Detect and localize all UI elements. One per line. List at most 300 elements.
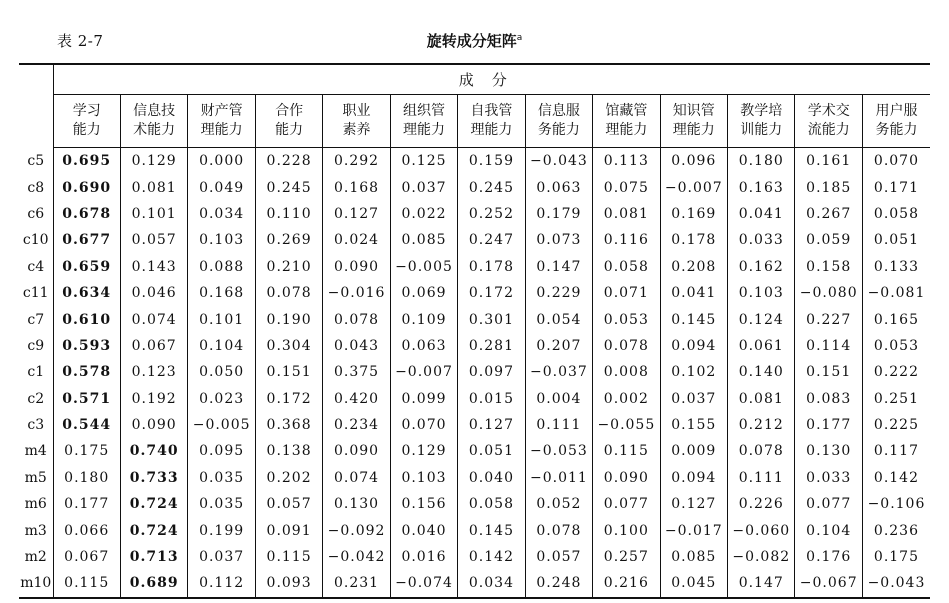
- loading-value: 0.216: [593, 570, 660, 597]
- loading-value: 0.096: [660, 148, 727, 175]
- loading-value: −0.082: [728, 544, 795, 570]
- loading-value-highlight: 0.678: [62, 205, 112, 222]
- loading-value-highlight: 0.571: [62, 390, 112, 407]
- loading-value: 0.179: [525, 201, 592, 227]
- loading-value: 0.208: [660, 254, 727, 280]
- loading-value: 0.058: [862, 201, 930, 227]
- table-row: [19, 148, 930, 175]
- loading-value: 0.207: [525, 333, 592, 359]
- loading-value: 0.053: [862, 333, 930, 359]
- column-header: [660, 95, 727, 148]
- loading-value-highlight: 0.659: [62, 258, 112, 275]
- loading-value: 0.172: [458, 280, 525, 306]
- row-label: c2: [19, 386, 53, 412]
- loading-value: 0.103: [728, 280, 795, 306]
- loading-value: 0.177: [795, 412, 862, 438]
- loading-value: 0.252: [458, 201, 525, 227]
- table-row: [19, 517, 930, 543]
- loading-value: 0.101: [120, 201, 187, 227]
- loading-value: 0.375: [323, 359, 390, 385]
- column-header: [458, 95, 525, 148]
- loading-value: 0.067: [64, 549, 110, 566]
- loading-value: 0.127: [458, 412, 525, 438]
- loading-value: 0.180: [64, 469, 110, 486]
- loading-value: 0.304: [255, 333, 322, 359]
- table-title-footnote-mark: a: [516, 33, 523, 43]
- loading-value: 0.023: [188, 386, 255, 412]
- loading-value: 0.248: [525, 570, 592, 597]
- loading-value: 0.035: [188, 465, 255, 491]
- column-header-line: 训能力: [740, 122, 783, 138]
- loading-value: 0.097: [458, 359, 525, 385]
- loading-value: 0.257: [593, 544, 660, 570]
- loading-value: 0.102: [660, 359, 727, 385]
- loading-value: 0.078: [525, 517, 592, 543]
- loading-value: 0.156: [390, 491, 457, 517]
- rotated-component-matrix: [19, 63, 930, 599]
- column-header-line: 理能力: [200, 122, 243, 138]
- loading-value: −0.067: [795, 570, 862, 597]
- loading-value: 0.110: [255, 201, 322, 227]
- loading-value: 0.168: [323, 174, 390, 200]
- loading-value-highlight: 0.634: [62, 285, 112, 302]
- loading-value: 0.057: [255, 491, 322, 517]
- row-label: m10: [19, 570, 53, 597]
- loading-value: −0.060: [728, 517, 795, 543]
- loading-value: −0.017: [660, 517, 727, 543]
- loading-value: 0.301: [458, 306, 525, 332]
- loading-value: 0.281: [458, 333, 525, 359]
- loading-value: 0.045: [660, 570, 727, 597]
- loading-value: 0.130: [795, 438, 862, 464]
- loading-value: 0.058: [593, 254, 660, 280]
- loading-value: 0.052: [525, 491, 592, 517]
- column-header-line: 信息技: [133, 103, 176, 119]
- loading-value: 0.049: [188, 174, 255, 200]
- loading-value: 0.053: [593, 306, 660, 332]
- loading-value: 0.046: [120, 280, 187, 306]
- loading-value: −0.080: [795, 280, 862, 306]
- loading-value: 0.236: [862, 517, 930, 543]
- column-header-line: 务能力: [875, 122, 918, 138]
- loading-value: 0.155: [660, 412, 727, 438]
- loading-value: 0.175: [64, 443, 110, 460]
- loading-value: 0.067: [120, 333, 187, 359]
- table-title: [0, 30, 949, 51]
- table-number: 表 2-7: [57, 32, 104, 50]
- loading-value: 0.074: [323, 465, 390, 491]
- loading-value: 0.124: [728, 306, 795, 332]
- loading-value: 0.176: [795, 544, 862, 570]
- loading-value-highlight: 0.689: [120, 570, 187, 597]
- loading-value: 0.147: [525, 254, 592, 280]
- column-header-line: 知识管: [672, 103, 715, 119]
- loading-value: 0.069: [390, 280, 457, 306]
- loading-value: 0.177: [64, 496, 110, 513]
- loading-value: 0.033: [795, 465, 862, 491]
- loading-value-highlight: 0.578: [62, 364, 112, 381]
- loading-value: 0.090: [323, 254, 390, 280]
- loading-value: −0.007: [390, 359, 457, 385]
- table-row: [19, 570, 930, 597]
- table-row: [19, 544, 930, 570]
- loading-value: 0.161: [795, 148, 862, 175]
- table-row: [19, 491, 930, 517]
- loading-value: 0.168: [188, 280, 255, 306]
- loading-value-highlight: 0.724: [120, 517, 187, 543]
- loading-value: 0.034: [458, 570, 525, 597]
- loading-value: 0.104: [795, 517, 862, 543]
- loading-value: 0.113: [593, 148, 660, 175]
- table-row: [19, 280, 930, 306]
- loading-value: 0.034: [188, 201, 255, 227]
- row-label: c3: [19, 412, 53, 438]
- loading-value: 0.151: [795, 359, 862, 385]
- loading-value: 0.002: [593, 386, 660, 412]
- loading-value: 0.085: [390, 227, 457, 253]
- loading-value: 0.091: [255, 517, 322, 543]
- loading-value: 0.078: [728, 438, 795, 464]
- loading-value: 0.111: [525, 412, 592, 438]
- loading-value: 0.147: [728, 570, 795, 597]
- loading-value: 0.175: [862, 544, 930, 570]
- loading-value: 0.090: [593, 465, 660, 491]
- loading-value: 0.040: [458, 465, 525, 491]
- loading-value-highlight: 0.593: [62, 337, 112, 354]
- loading-value: 0.225: [862, 412, 930, 438]
- table-row: [19, 465, 930, 491]
- column-header-line: 财产管: [200, 103, 243, 119]
- loading-value: −0.016: [323, 280, 390, 306]
- loading-value: 0.245: [255, 174, 322, 200]
- loading-value: 0.133: [862, 254, 930, 280]
- loading-value: −0.005: [188, 412, 255, 438]
- loading-value: 0.130: [323, 491, 390, 517]
- column-header: [390, 95, 457, 148]
- row-label: c11: [19, 280, 53, 306]
- column-header: [188, 95, 255, 148]
- loading-value: 0.140: [728, 359, 795, 385]
- loading-value: 0.292: [323, 148, 390, 175]
- loading-value: −0.042: [323, 544, 390, 570]
- loading-value: 0.109: [390, 306, 457, 332]
- loading-value: 0.180: [728, 148, 795, 175]
- loading-value: −0.053: [525, 438, 592, 464]
- column-header-line: 理能力: [470, 122, 513, 138]
- column-header-line: 职业: [342, 103, 371, 119]
- loading-value: 0.077: [593, 491, 660, 517]
- loading-value: 0.138: [255, 438, 322, 464]
- loading-value: 0.112: [188, 570, 255, 597]
- loading-value: 0.088: [188, 254, 255, 280]
- loading-value: 0.234: [323, 412, 390, 438]
- loading-value: 0.035: [188, 491, 255, 517]
- loading-value: 0.071: [593, 280, 660, 306]
- column-header-line: 学习: [72, 103, 101, 119]
- loading-value: 0.231: [323, 570, 390, 597]
- loading-value: 0.054: [525, 306, 592, 332]
- loading-value: 0.269: [255, 227, 322, 253]
- column-header-line: 组织管: [402, 103, 445, 119]
- loading-value: 0.057: [120, 227, 187, 253]
- loading-value: 0.070: [390, 412, 457, 438]
- table-row: [19, 306, 930, 332]
- loading-value: 0.037: [660, 386, 727, 412]
- loading-value: 0.066: [64, 522, 110, 539]
- row-label: c10: [19, 227, 53, 253]
- loading-value: 0.043: [323, 333, 390, 359]
- column-header-line: 教学培: [740, 103, 783, 119]
- column-header-line: 理能力: [402, 122, 445, 138]
- column-header: [525, 95, 592, 148]
- column-header: [728, 95, 795, 148]
- loading-value: −0.106: [862, 491, 930, 517]
- loading-value: 0.190: [255, 306, 322, 332]
- loading-value-highlight: 0.690: [62, 179, 112, 196]
- loading-value: 0.075: [593, 174, 660, 200]
- table-row: [19, 333, 930, 359]
- column-header-line: 流能力: [807, 122, 850, 138]
- loading-value: 0.033: [728, 227, 795, 253]
- column-header-line: 用户服: [875, 103, 918, 119]
- loading-value: 0.162: [728, 254, 795, 280]
- table-row: [19, 412, 930, 438]
- loading-value: 0.041: [660, 280, 727, 306]
- loading-value: 0.094: [660, 465, 727, 491]
- loading-value: 0.228: [255, 148, 322, 175]
- loading-value-highlight: 0.713: [120, 544, 187, 570]
- loading-value: 0.022: [390, 201, 457, 227]
- loading-value: 0.078: [323, 306, 390, 332]
- column-header-line: 学术交: [807, 103, 850, 119]
- row-label: c1: [19, 359, 53, 385]
- loading-value: 0.104: [188, 333, 255, 359]
- loading-value: 0.115: [53, 570, 120, 597]
- loading-value: 0.070: [862, 148, 930, 175]
- column-header-line: 信息服: [537, 103, 580, 119]
- loading-value: −0.037: [525, 359, 592, 385]
- row-label: c6: [19, 201, 53, 227]
- loading-value: 0.063: [390, 333, 457, 359]
- table-row: [19, 174, 930, 200]
- loading-value: 0.078: [255, 280, 322, 306]
- loading-value: −0.007: [660, 174, 727, 200]
- table-title-text: 旋转成分矩阵: [426, 32, 517, 50]
- loading-value: 0.145: [660, 306, 727, 332]
- loading-value: 0.151: [255, 359, 322, 385]
- column-header: [120, 95, 187, 148]
- loading-value: 0.420: [323, 386, 390, 412]
- loading-value: 0.159: [458, 148, 525, 175]
- loading-value: 0.083: [795, 386, 862, 412]
- loading-value: 0.093: [255, 570, 322, 597]
- loading-value: 0.095: [188, 438, 255, 464]
- column-header-row: [19, 95, 930, 148]
- loading-value: 0.090: [323, 438, 390, 464]
- table-body: [19, 148, 930, 598]
- loading-value: 0.024: [323, 227, 390, 253]
- loading-value: 0.210: [255, 254, 322, 280]
- loading-value: 0.101: [188, 306, 255, 332]
- loading-value: 0.117: [862, 438, 930, 464]
- loading-value: 0.222: [862, 359, 930, 385]
- loading-value: −0.043: [862, 570, 930, 597]
- loading-value: 0.077: [795, 491, 862, 517]
- loading-value: 0.037: [188, 544, 255, 570]
- loading-value: −0.011: [525, 465, 592, 491]
- loading-value: 0.145: [458, 517, 525, 543]
- row-label: m6: [19, 491, 53, 517]
- loading-value: 0.115: [593, 438, 660, 464]
- loading-value: −0.081: [862, 280, 930, 306]
- loading-value-highlight: 0.733: [120, 465, 187, 491]
- loading-value: 0.163: [728, 174, 795, 200]
- loading-value: 0.009: [660, 438, 727, 464]
- loading-value: 0.127: [323, 201, 390, 227]
- table-row: [19, 254, 930, 280]
- row-label: c8: [19, 174, 53, 200]
- table-row: [19, 227, 930, 253]
- loading-value-highlight: 0.740: [120, 438, 187, 464]
- row-label: m4: [19, 438, 53, 464]
- loading-value: 0.143: [120, 254, 187, 280]
- loading-value: 0.090: [120, 412, 187, 438]
- loading-value: 0.199: [188, 517, 255, 543]
- loading-value-highlight: 0.610: [62, 311, 112, 328]
- loading-value: 0.158: [795, 254, 862, 280]
- loading-value: 0.115: [255, 544, 322, 570]
- loading-value: 0.142: [458, 544, 525, 570]
- loading-value: 0.202: [255, 465, 322, 491]
- column-header-line: 务能力: [537, 122, 580, 138]
- table-row: [19, 201, 930, 227]
- column-header: [255, 95, 322, 148]
- loading-value: 0.103: [188, 227, 255, 253]
- column-header-line: 理能力: [605, 122, 648, 138]
- loading-value: 0.099: [390, 386, 457, 412]
- loading-value: 0.061: [728, 333, 795, 359]
- loading-value: 0.103: [390, 465, 457, 491]
- loading-value: 0.172: [255, 386, 322, 412]
- loading-value: 0.059: [795, 227, 862, 253]
- loading-value: 0.050: [188, 359, 255, 385]
- loading-value: 0.267: [795, 201, 862, 227]
- loading-value: 0.165: [862, 306, 930, 332]
- row-label: m2: [19, 544, 53, 570]
- loading-value: 0.081: [728, 386, 795, 412]
- loading-value: 0.229: [525, 280, 592, 306]
- column-header-line: 自我管: [470, 103, 513, 119]
- table-row: [19, 438, 930, 464]
- loading-value: 0.178: [660, 227, 727, 253]
- column-header: [862, 95, 930, 148]
- loading-value-highlight: 0.724: [120, 491, 187, 517]
- column-header: [593, 95, 660, 148]
- component-group-header: 成分: [53, 64, 930, 95]
- loading-value: −0.074: [390, 570, 457, 597]
- row-label: m3: [19, 517, 53, 543]
- loading-value: 0.192: [120, 386, 187, 412]
- group-header-row: [19, 64, 930, 95]
- table-header: [19, 64, 930, 148]
- loading-value: 0.094: [660, 333, 727, 359]
- loading-value: 0.116: [593, 227, 660, 253]
- loading-value: 0.169: [660, 201, 727, 227]
- loading-value: 0.074: [120, 306, 187, 332]
- loading-value: 0.063: [525, 174, 592, 200]
- row-label: m5: [19, 465, 53, 491]
- loading-value: 0.226: [728, 491, 795, 517]
- row-label: c5: [19, 148, 53, 175]
- loading-value: −0.043: [525, 148, 592, 175]
- row-label: c4: [19, 254, 53, 280]
- loading-value: 0.078: [593, 333, 660, 359]
- table-row: [19, 359, 930, 385]
- loading-value: 0.185: [795, 174, 862, 200]
- column-header: [795, 95, 862, 148]
- loading-value: 0.111: [728, 465, 795, 491]
- loading-value: 0.212: [728, 412, 795, 438]
- loading-value: 0.251: [862, 386, 930, 412]
- column-header: [323, 95, 390, 148]
- column-header-line: 能力: [275, 122, 304, 138]
- loading-value: 0.142: [862, 465, 930, 491]
- loading-value: 0.037: [390, 174, 457, 200]
- column-header-line: 馆藏管: [605, 103, 648, 119]
- column-header-line: 术能力: [133, 122, 176, 138]
- loading-value: 0.057: [525, 544, 592, 570]
- loading-value: 0.015: [458, 386, 525, 412]
- loading-value: 0.129: [390, 438, 457, 464]
- loading-value: 0.123: [120, 359, 187, 385]
- loading-value: 0.171: [862, 174, 930, 200]
- loading-value: 0.051: [458, 438, 525, 464]
- loading-value: 0.040: [390, 517, 457, 543]
- loading-value: 0.227: [795, 306, 862, 332]
- column-header-line: 理能力: [672, 122, 715, 138]
- loading-value: 0.081: [120, 174, 187, 200]
- loading-value: 0.004: [525, 386, 592, 412]
- loading-value-highlight: 0.677: [62, 232, 112, 249]
- loading-value: 0.081: [593, 201, 660, 227]
- loading-value: 0.016: [390, 544, 457, 570]
- loading-value: 0.247: [458, 227, 525, 253]
- loading-value: 0.073: [525, 227, 592, 253]
- loading-value: 0.127: [660, 491, 727, 517]
- loading-value: −0.055: [593, 412, 660, 438]
- loading-value: 0.368: [255, 412, 322, 438]
- loading-value: 0.041: [728, 201, 795, 227]
- loading-value: 0.125: [390, 148, 457, 175]
- loading-value: −0.092: [323, 517, 390, 543]
- column-header-line: 能力: [72, 122, 101, 138]
- column-header: [53, 95, 120, 148]
- loading-value: 0.008: [593, 359, 660, 385]
- loading-value: 0.100: [593, 517, 660, 543]
- loading-value: 0.085: [660, 544, 727, 570]
- loading-value: −0.005: [390, 254, 457, 280]
- loading-value-highlight: 0.544: [62, 417, 112, 434]
- column-header-line: 合作: [275, 103, 304, 119]
- loading-value: 0.058: [458, 491, 525, 517]
- loading-value: 0.114: [795, 333, 862, 359]
- column-header-line: 素养: [342, 122, 371, 138]
- loading-value: 0.245: [458, 174, 525, 200]
- loading-value-highlight: 0.695: [62, 153, 112, 170]
- table-row: [19, 386, 930, 412]
- stub-header-cell: [19, 64, 53, 148]
- loading-value: 0.000: [188, 148, 255, 175]
